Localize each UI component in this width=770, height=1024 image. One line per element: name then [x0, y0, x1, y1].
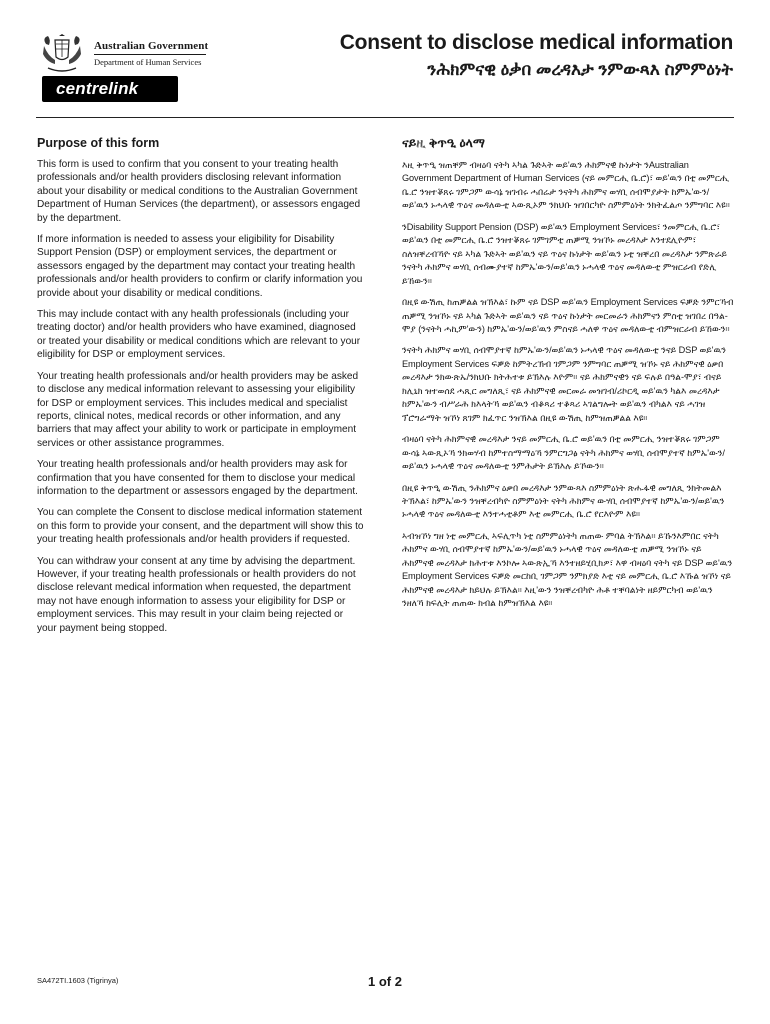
paragraph: ንናትካ ሕክምና ወሃቢ ሰብሞያተኛ ከምኡ'ውን/ወይ'ዉን ኑሓላዊ ጥዕና መዳለውቲ ንናይ DSP ወይ'ዉን Employment Services ፍቓድ ከምትረኽብ ገምጋም ንምግባር ጠቓሚ ዝኾኑ ናይ ሕክምናዊ ዕቃበ መረዳእታ ንክውጽኡ/ንክህቡ ክትሕተቱ ይኽእሉ እዮም። ናይ ሕክምናዊን ናይ ፍሉይ በዓል-ሞያ፣ ብናይ ክሊኒክ ዝተወሰደ ሓጺር መግለጺ፣ ናይ ሕክምናዊ መርመራ መዝገብ/ሪኮርዲ ወይ'ዉን ካልእ መረዳእታ ከምኡ'ውን ብሥራሕ ክእላትኻ ወይ'ዉን ብቆጻሪ ተቆጻሪ ኣገልግሎት ወይ'ዉን ብካልእ ናይ ሓገዝ ፕሮግራማት ዝኾነ ጸገም ክፈጥር ንዝኽእል በዚዩ ውሽጢ ከምዝጠቓልል እዩ።	[402, 345, 727, 423]
header-divider	[94, 54, 206, 55]
department-name: Department of Human Services	[94, 57, 202, 67]
paragraph: እዚ ቅጥዒ ዝጠቐም ብዛዕባ ናትካ ኣካል ጉድኣት ወይ'ዉን ሕክምናዊ ኩነታት ንAustralian Government Department of Human Services (ናይ መምርሒ ቤ.ሮ)፣ ወይ'ዉን በቲ መምርሒ ቤ.ሮ ንዝተቖጸሩ ገምጋም ውሳኔ ዝገብሩ ሓበሬታ ንናትካ ሕክምና ወሃቢ ሰብሞያታት ከምኡ'ውን/ወይ'ዉን ኑሓላዊ ጥዕና መዳለውቲ ኣውጺኦም ንክህቡ ዝገበርካዮ ስምምዕነት ንክትፈልጦ ንምግባር እዩ።	[402, 160, 730, 211]
page-title-tigrinya: ንሕክምናዊ ዕቃበ መረዳእታ ንምውጻእ ስምምዕነት	[427, 60, 733, 79]
section-heading: Purpose of this form	[37, 136, 160, 150]
brand-name: centrelink	[56, 79, 139, 98]
coat-of-arms-icon	[40, 34, 84, 74]
paragraph: ንDisability Support Pension (DSP) ወይ'ዉን Employment Services፣ ንመምርሒ ቤ.ሮ፣ ወይ'ዉን በቲ መምርሒ ቤ.ሮ ንዝተቖጸሩ ገምገምቲ ጠቓሚ ንዝኾኑ መረዳእታ እንተደሊዮም፣ ስለዝቐረብኻዮ ናይ ኣካል ጉድኣት ወይ'ዉን ናይ ጥዕና ኩነታት ወይ'ዉን ኑቲ ዝቐረበ መረዳእታ ንምጽራይ ንናትካ ሕክምና ወሃቢ ሰብሙያተኛ ከምኡ'ውን/ወይ'ዉን ኑሓላዊ ጥዕና መዳለውቲ ምዝርራብ የድሊ ይኸውን።	[402, 221, 727, 286]
paragraph: You can complete the Consent to disclose medical information statement on this form to provide your consent, and the department will show this to your treating health professionals and/or health providers if requested.	[37, 507, 364, 546]
centrelink-logo	[42, 76, 178, 102]
paragraph: This form is used to confirm that you consent to your treating health professionals and/or health providers disclosing relevant information about your disability or medical conditions to the Australian Government Department of Human Services (the department), or assessors engaged by the department.	[37, 159, 361, 224]
paragraph: If more information is needed to assess your eligibility for Disability Support Pension (DSP) or employment services, the department or assessors engaged by the department may contact your treating health professionals and/or health providers to confirm or clarify information you provide about your disability or medical conditions.	[37, 234, 363, 299]
paragraph: You can withdraw your consent at any time by advising the department. However, if your treating health professionals or health providers do not disclose relevant medical information when requested, the department may not have enough information to assess your eligibility for DSP or employment services. This may result in your claim being rejected or your payment being stopped.	[37, 555, 356, 634]
paragraph: በዚዩ ቅጥዒ ውሽጢ ንሕክምና ዕቃበ መረዳእታ ንምውጻእ ስምምዕነት ጽሑፋዊ መግለጺ ንክትመልእ ትኽእል፣ ከምኡ'ውን ንዝቐረብካዮ ስምምዕነት ናትካ ሕክምና ውሃቢ ሰብሞያተኛ ከምኡ'ውን/ወይ'ዉን ኑሓላዊ ጥዕና መዳለውቲ እንተሓቲቶም እቲ መምርሒ ቤ.ሮ የርእዮም እዩ።	[402, 482, 725, 520]
section-heading-tigrinya: ናይዚ ቅጥዒ ዕላማ	[402, 136, 485, 150]
paragraph: Your treating health professionals and/or health providers may ask for confirmation that you have consented for them to disclose your medical information to the department or assessors engaged by the department.	[37, 459, 358, 497]
government-name: Australian Government	[94, 40, 209, 52]
tigrinya-column	[402, 136, 734, 619]
english-column	[37, 136, 365, 643]
paragraph: Your treating health professionals and/or health providers may be asked to disclose any medical information relevant to assessing your eligibility for DSP or employment services. This includes medical and specialist reports, clinical notes, medical records or other information, and any barriers that may affect your ability to work or participate in employment services or other assistance programmes.	[37, 370, 359, 449]
paragraph: ኣብዝኾነ ግዘ ነቲ መምርሒ ኣፍሊጥካ ነቲ ስምምዕነትካ ጠጠው ምባል ትኽእል። ይኹንእምበር ናትካ ሕክምና ውሃቢ ሰብሞያተኛ ከምኡ'ውን/ወይ'ዉን ኑሓላዊ ጥዕና መዳለውቲ ጠቓሚ ንዝኾኑ ናይ ሕክምናዊ መረዳእታ ክሕተቱ እንኮሎ ኣውጽኢኻ እንተዘይሂቢክዎ፣ እዋ ብዛዕባ ናትካ ናይ DSP ወይ'ዉን Employment Services ፍቓድ መርከቢ ገምጋም ንምክያድ እቲ ናይ መምርሒ ቤ.ሮ እኹል ዝኾነ ናይ ሕክምናዊ መረዳእታ ክይህሉ ይኽእል። እዚ'ውን ንዝቐረብካዮ ሕቶ ተቐባልነት ዘይምርካብ ወይ'ዉን ንዘለኻ ክፍሊት ጠጠው ክብል ከምዝኽእል እዩ።	[402, 530, 733, 609]
paragraph: This may include contact with any health professionals (including your treating doctor) and/or health providers who have examined, diagnosed or treated your disability or medical conditions which are relevant to your eligibility for DSP or employment services.	[37, 309, 361, 361]
title-divider	[36, 117, 734, 118]
page-number: 1 of 2	[368, 974, 402, 989]
form-code: SA472TI.1603 (Tigrinya)	[37, 976, 119, 985]
paragraph: በዚዩ ውሽጢ ከጠቓልል ዝኽእል፣ ኩም ናይ DSP ወይ'ዉን Employment Services ፍቓድ ንምርኻብ ጠቓሚ ንዝኾኑ ናይ ኣካል ጉድኣት ወይ'ዉን ናይ ጥዕና ኩነታት መርመራን ሕክምናን ምስቲ ዝገበረ በዓል-ሞያ (ንናትካ ሓኪም'ውን) ከምኡ'ውን/ወይ'ዉን ምስናይ ሓለዋ ጥዕና መዳለውቲ ብምዝርራብ ይኸውን።	[402, 297, 734, 334]
page-title: Consent to disclose medical information	[339, 31, 733, 54]
paragraph: ብዛዕባ ናትካ ሕክምናዊ መረዳእታ ንናይ መምርሒ ቤ.ሮ ወይ'ዉን በቲ መምርሒ ንዝተቖጸሩ ገምጋም ውሳኔ ኣውጺኦኻ ንክወሃብ ከምተስማማዕኻ ንምርግጋፅ ናትካ ሕክምና ወሃቢ ሰብሞያተኛ ከምኡ'ውን/ወይ'ዉን ኑሓላዊ ጥዕና መዳለውቲ ንምሕታት ይኽእሉ ይኾውን።	[402, 434, 725, 472]
